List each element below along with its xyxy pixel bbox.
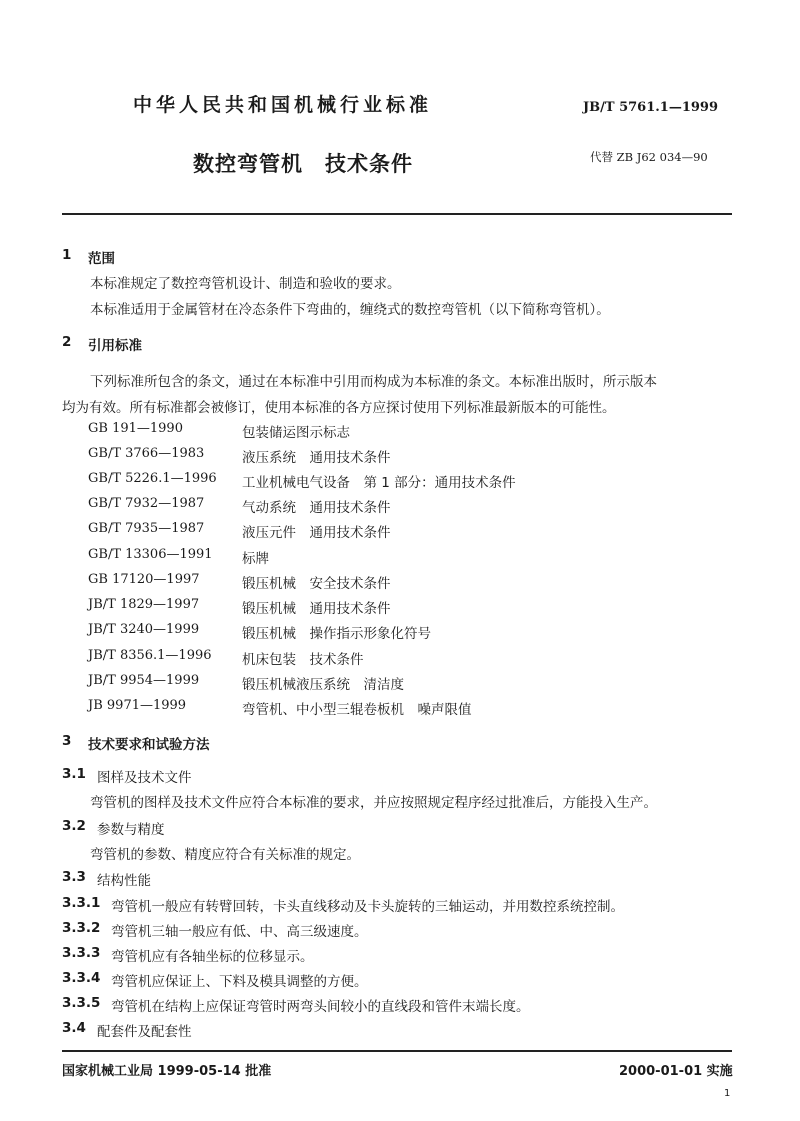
clause-3-3-4-number: 3.3.4 — [62, 970, 101, 986]
reference-title: 液压元件 通用技术条件 — [242, 525, 391, 541]
section-1-paragraph-2: 本标准适用于金属管材在冷态条件下弯曲的，缠绕式的数控弯管机（以下简称弯管机）。 — [90, 302, 610, 318]
clause-3-3-2-text: 弯管机三轴一般应有低、中、高三级速度。 — [111, 924, 368, 940]
reference-title: 机床包装 技术条件 — [242, 652, 364, 668]
reference-code: GB/T 3766—1983 — [88, 446, 205, 461]
section-2-paragraph-line-1: 下列标准所包含的条文，通过在本标准中引用而构成为本标准的条文。本标准出版时，所示版本 — [90, 374, 657, 390]
reference-code: GB 17120—1997 — [88, 572, 200, 587]
section-3-4-number: 3.4 — [62, 1020, 86, 1036]
clause-3-3-4-text: 弯管机应保证上、下料及模具调整的方便。 — [111, 974, 368, 990]
reference-code: JB/T 3240—1999 — [88, 622, 200, 637]
reference-title: 弯管机、中小型三辊卷板机 噪声限值 — [242, 702, 472, 718]
section-3-1-number: 3.1 — [62, 766, 86, 782]
reference-title: 锻压机械 通用技术条件 — [242, 601, 391, 617]
reference-title: 气动系统 通用技术条件 — [242, 500, 391, 516]
section-3-4-title: 配套件及配套性 — [97, 1024, 192, 1040]
approval-statement: 国家机械工业局 1999-05-14 批准 — [62, 1064, 272, 1079]
reference-code: JB/T 1829—1997 — [88, 597, 200, 612]
effective-date: 2000-01-01 实施 — [619, 1064, 733, 1079]
reference-code: JB 9971—1999 — [88, 698, 187, 713]
footer-divider — [62, 1050, 732, 1052]
reference-code: GB/T 7935—1987 — [88, 521, 205, 536]
reference-code: JB/T 8356.1—1996 — [88, 648, 212, 663]
reference-title: 包装储运图示标志 — [242, 425, 350, 441]
clause-3-3-1-number: 3.3.1 — [62, 895, 101, 911]
reference-title: 锻压机械 安全技术条件 — [242, 576, 391, 592]
document-title — [193, 148, 413, 178]
replaces-standard: 代替 ZB J62 034—90 — [590, 150, 708, 164]
reference-title: 工业机械电气设备 第 1 部分：通用技术条件 — [242, 475, 516, 491]
section-3-title: 技术要求和试验方法 — [88, 737, 210, 753]
reference-title: 标牌 — [242, 551, 269, 567]
reference-title: 锻压机械 操作指示形象化符号 — [242, 626, 431, 642]
title-part-2: 技术条件 — [325, 152, 413, 176]
reference-title: 锻压机械液压系统 清洁度 — [242, 677, 404, 693]
clause-3-3-3-number: 3.3.3 — [62, 945, 101, 961]
section-2-paragraph-line-2: 均为有效。所有标准都会被修订，使用本标准的各方应探讨使用下列标准最新版本的可能性。 — [62, 400, 616, 416]
reference-code: GB 191—1990 — [88, 421, 183, 436]
section-3-3-number: 3.3 — [62, 869, 86, 885]
section-3-1-title: 图样及技术文件 — [97, 770, 192, 786]
reference-title: 液压系统 通用技术条件 — [242, 450, 391, 466]
clause-3-3-2-number: 3.3.2 — [62, 920, 101, 936]
reference-code: GB/T 7932—1987 — [88, 496, 205, 511]
section-3-1-paragraph: 弯管机的图样及技术文件应符合本标准的要求，并应按照规定程序经过批准后，方能投入生产。 — [90, 795, 657, 811]
clause-3-3-5-text: 弯管机在结构上应保证弯管时两弯头间较小的直线段和管件末端长度。 — [111, 999, 530, 1015]
title-part-1: 数控弯管机 — [193, 152, 303, 176]
section-1-number: 1 — [62, 247, 72, 263]
reference-code: GB/T 13306—1991 — [88, 547, 213, 562]
clause-3-3-5-number: 3.3.5 — [62, 995, 101, 1011]
section-3-number: 3 — [62, 733, 72, 749]
section-3-2-paragraph: 弯管机的参数、精度应符合有关标准的规定。 — [90, 847, 360, 863]
reference-code: JB/T 9954—1999 — [88, 673, 200, 688]
issuing-organization: 中华人民共和国机械行业标准 — [133, 94, 433, 116]
section-3-2-number: 3.2 — [62, 818, 86, 834]
page-number: 1 — [724, 1088, 731, 1099]
clause-3-3-1-text: 弯管机一般应有转臂回转，卡头直线移动及卡头旋转的三轴运动，并用数控系统控制。 — [111, 899, 624, 915]
section-1-paragraph-1: 本标准规定了数控弯管机设计、制造和验收的要求。 — [90, 276, 401, 292]
header-divider — [62, 213, 732, 215]
reference-code: GB/T 5226.1—1996 — [88, 471, 217, 486]
clause-3-3-3-text: 弯管机应有各轴坐标的位移显示。 — [111, 949, 314, 965]
section-3-2-title: 参数与精度 — [97, 822, 165, 838]
section-2-number: 2 — [62, 334, 72, 350]
section-3-3-title: 结构性能 — [97, 873, 151, 889]
section-2-title: 引用标准 — [88, 338, 142, 354]
standard-code: JB/T 5761.1—1999 — [583, 100, 719, 115]
section-1-title: 范围 — [88, 251, 115, 267]
